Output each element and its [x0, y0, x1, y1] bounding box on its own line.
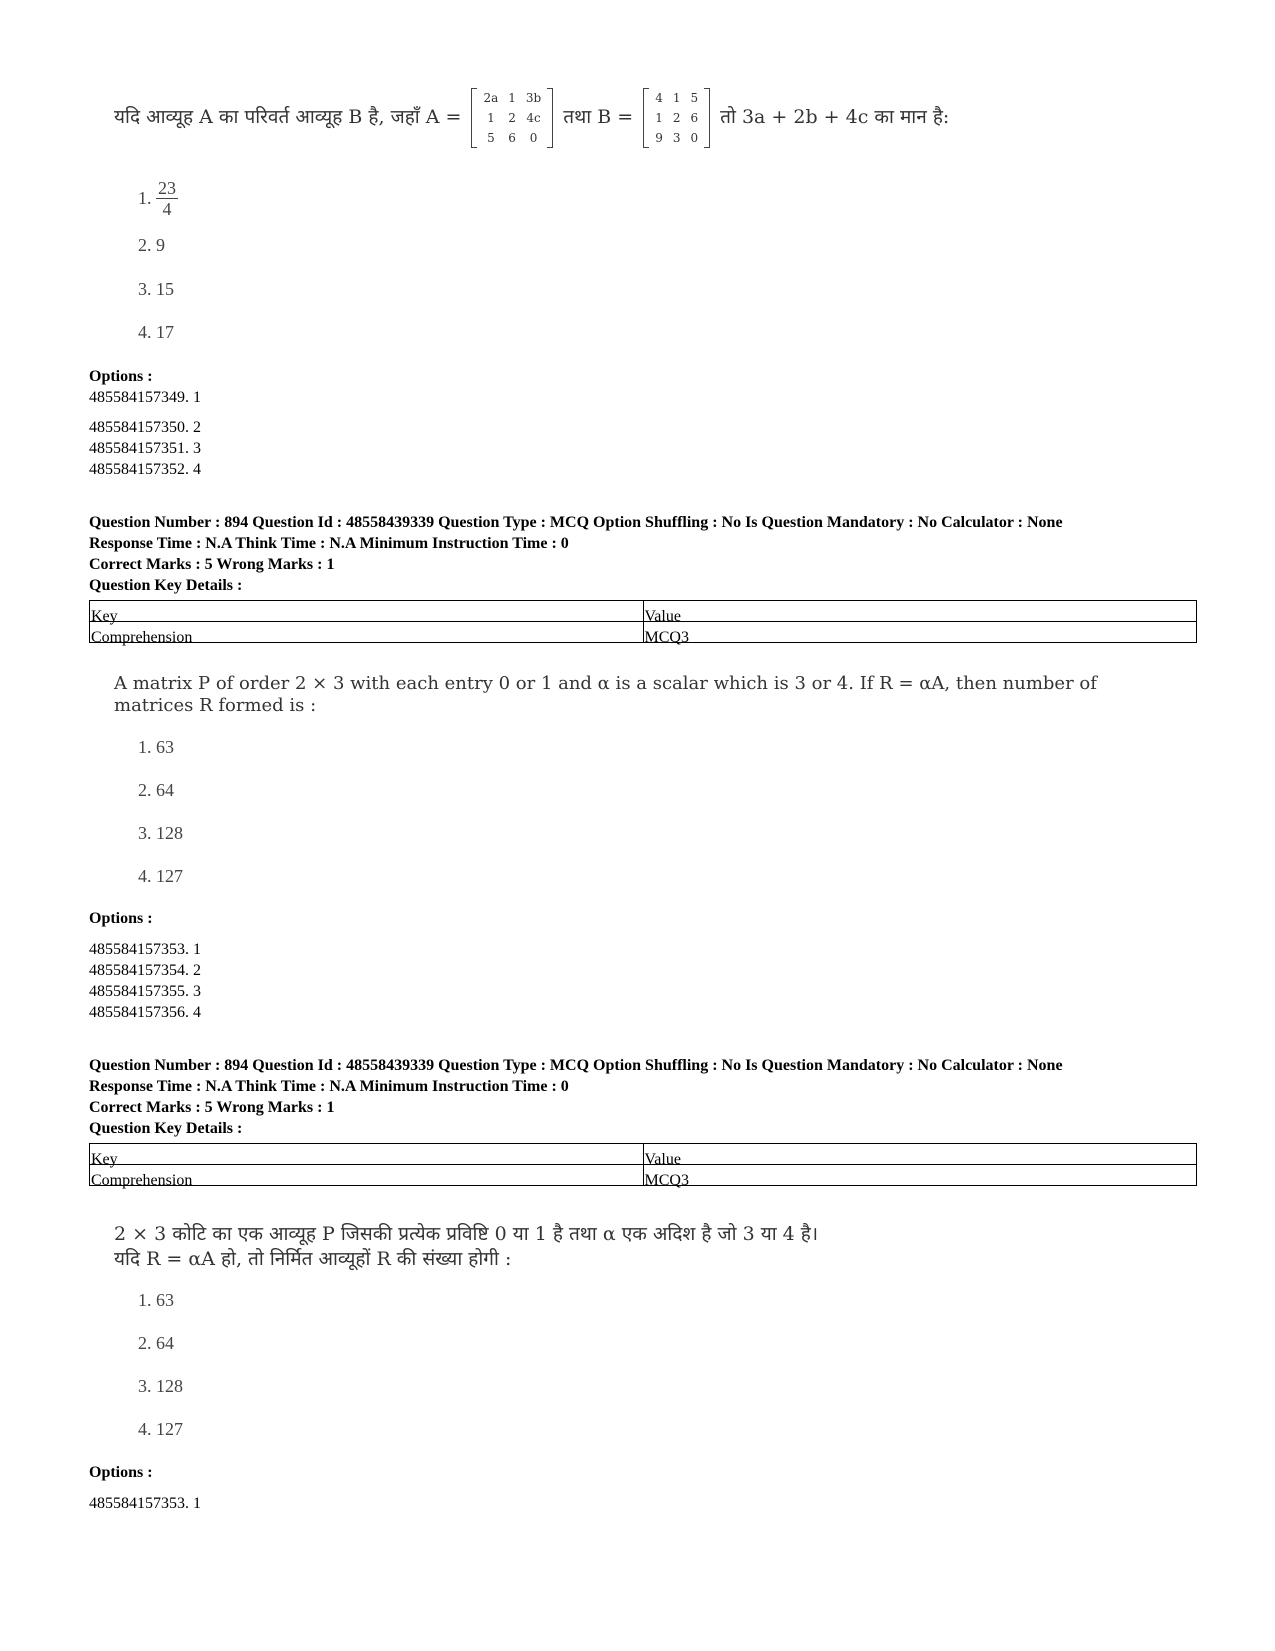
- q1-option-row: 485584157352. 4: [89, 461, 201, 478]
- matrix-b-cell: 9: [655, 131, 663, 145]
- matrix-b-cell: 4: [655, 91, 663, 105]
- table-header-row: [90, 601, 1197, 622]
- matrix-a-cell: 4c: [526, 111, 541, 125]
- q3-meta-line-3: Correct Marks : 5 Wrong Marks : 1: [89, 1099, 335, 1116]
- matrix-b-cell: 1: [655, 111, 663, 125]
- matrix-b-cell: 3: [672, 131, 681, 145]
- matrix-a-cell: 1: [508, 91, 516, 105]
- q1-choice-3: 3. 15: [138, 279, 174, 299]
- q1-stem-part1: यदि आव्यूह A का परिवर्त आव्यूह B है, जहाँ A =: [114, 106, 462, 128]
- matrix-a-cell: 6: [508, 131, 516, 145]
- q2-meta-line-3: Correct Marks : 5 Wrong Marks : 1: [89, 556, 335, 573]
- q2-option-row: 485584157353. 1: [89, 941, 201, 958]
- table-cell: Comprehension: [90, 622, 644, 643]
- matrix-a-cell: 0: [529, 131, 538, 145]
- q2-choice: 4. 127: [138, 866, 183, 886]
- matrix-b-cell: 5: [690, 91, 699, 105]
- fraction-denominator: 4: [162, 199, 172, 219]
- q2-options-label: Options :: [89, 910, 153, 927]
- q1-option-row: 485584157349. 1: [89, 389, 201, 406]
- table-cell: Key: [90, 1144, 644, 1165]
- matrix-a-cell: 2a: [483, 91, 499, 105]
- q2-option-row: 485584157354. 2: [89, 962, 201, 979]
- fraction-numerator: 23: [158, 178, 176, 198]
- table-row: [90, 622, 1197, 643]
- q1-choice-4: 4. 17: [138, 322, 174, 342]
- q2-meta-line-4: Question Key Details :: [89, 577, 243, 594]
- table-cell: Key: [90, 601, 644, 622]
- matrix-b-cell: 1: [672, 91, 681, 105]
- q3-meta-line-1: Question Number : 894 Question Id : 48558439339 Question Type : MCQ Option Shuffling : No Is Question Mandatory : No Calculator : None: [89, 1057, 1063, 1074]
- q1-choice-1-fraction: [156, 178, 178, 219]
- q3-options-label: Options :: [89, 1464, 153, 1481]
- q3-meta-line-4: Question Key Details :: [89, 1120, 243, 1137]
- q3-key-details-table: [89, 1143, 1197, 1189]
- q1-choice-2: 2. 9: [138, 235, 165, 255]
- matrix-a-cell: 5: [487, 131, 495, 145]
- q2-choice: 2. 64: [138, 780, 174, 800]
- q1-matrix-a: [471, 88, 553, 148]
- q2-choice: 3. 128: [138, 823, 183, 843]
- q2-meta-line-1: Question Number : 894 Question Id : 48558439339 Question Type : MCQ Option Shuffling : No Is Question Mandatory : No Calculator : None: [89, 514, 1063, 531]
- table-cell: MCQ3: [643, 622, 1197, 643]
- q1-stem-part3: तो 3a + 2b + 4c का मान है:: [720, 106, 950, 128]
- q3-stem-line-2: यदि R = αA हो, तो निर्मित आव्यूहों R की संख्या होगी :: [114, 1248, 512, 1270]
- q1-matrix-b: [643, 88, 710, 148]
- matrix-b-cell: 2: [672, 111, 681, 125]
- q1-stem-part2: तथा B =: [563, 106, 634, 128]
- table-cell: MCQ3: [643, 1165, 1197, 1186]
- table-header-row: [90, 1144, 1197, 1165]
- matrix-b-cell: 6: [690, 111, 699, 125]
- table-row: [90, 1165, 1197, 1186]
- q2-option-row: 485584157355. 3: [89, 983, 201, 1000]
- q3-option-row: 485584157353. 1: [89, 1495, 201, 1512]
- q2-stem-line-2: matrices R formed is :: [114, 695, 317, 716]
- matrix-b-cell: 0: [690, 131, 699, 145]
- q3-meta-line-2: Response Time : N.A Think Time : N.A Minimum Instruction Time : 0: [89, 1078, 569, 1095]
- matrix-a-cell: 1: [487, 111, 495, 125]
- q1-stem: [114, 88, 949, 148]
- q2-meta-line-2: Response Time : N.A Think Time : N.A Minimum Instruction Time : 0: [89, 535, 569, 552]
- table-cell: Comprehension: [90, 1165, 644, 1186]
- q1-option-row: 485584157350. 2: [89, 419, 201, 436]
- q2-key-details-table: [89, 600, 1197, 646]
- q1-option-row: 485584157351. 3: [89, 440, 201, 457]
- matrix-a-cell: 3b: [525, 91, 542, 105]
- q3-choice: 3. 128: [138, 1376, 183, 1396]
- q3-choice: 2. 64: [138, 1333, 174, 1353]
- q2-option-row: 485584157356. 4: [89, 1004, 201, 1021]
- q2-choice: 1. 63: [138, 737, 174, 757]
- q1-choice-1-prefix: 1.: [138, 188, 152, 208]
- table-cell: Value: [643, 601, 1197, 622]
- table-cell: Value: [643, 1144, 1197, 1165]
- q1-options-label: Options :: [89, 368, 153, 385]
- q3-choice: 1. 63: [138, 1290, 174, 1310]
- q3-choice: 4. 127: [138, 1419, 183, 1439]
- q2-stem-line-1: A matrix P of order 2 × 3 with each entry 0 or 1 and α is a scalar which is 3 or 4. If R = αA, then number of: [114, 673, 1097, 694]
- matrix-a-cell: 2: [508, 111, 516, 125]
- q1-choice-1: [138, 178, 178, 219]
- q3-stem-line-1: 2 × 3 कोटि का एक आव्यूह P जिसकी प्रत्येक प्रविष्टि 0 या 1 है तथा α एक अदिश है जो 3 या 4 है।: [114, 1223, 819, 1245]
